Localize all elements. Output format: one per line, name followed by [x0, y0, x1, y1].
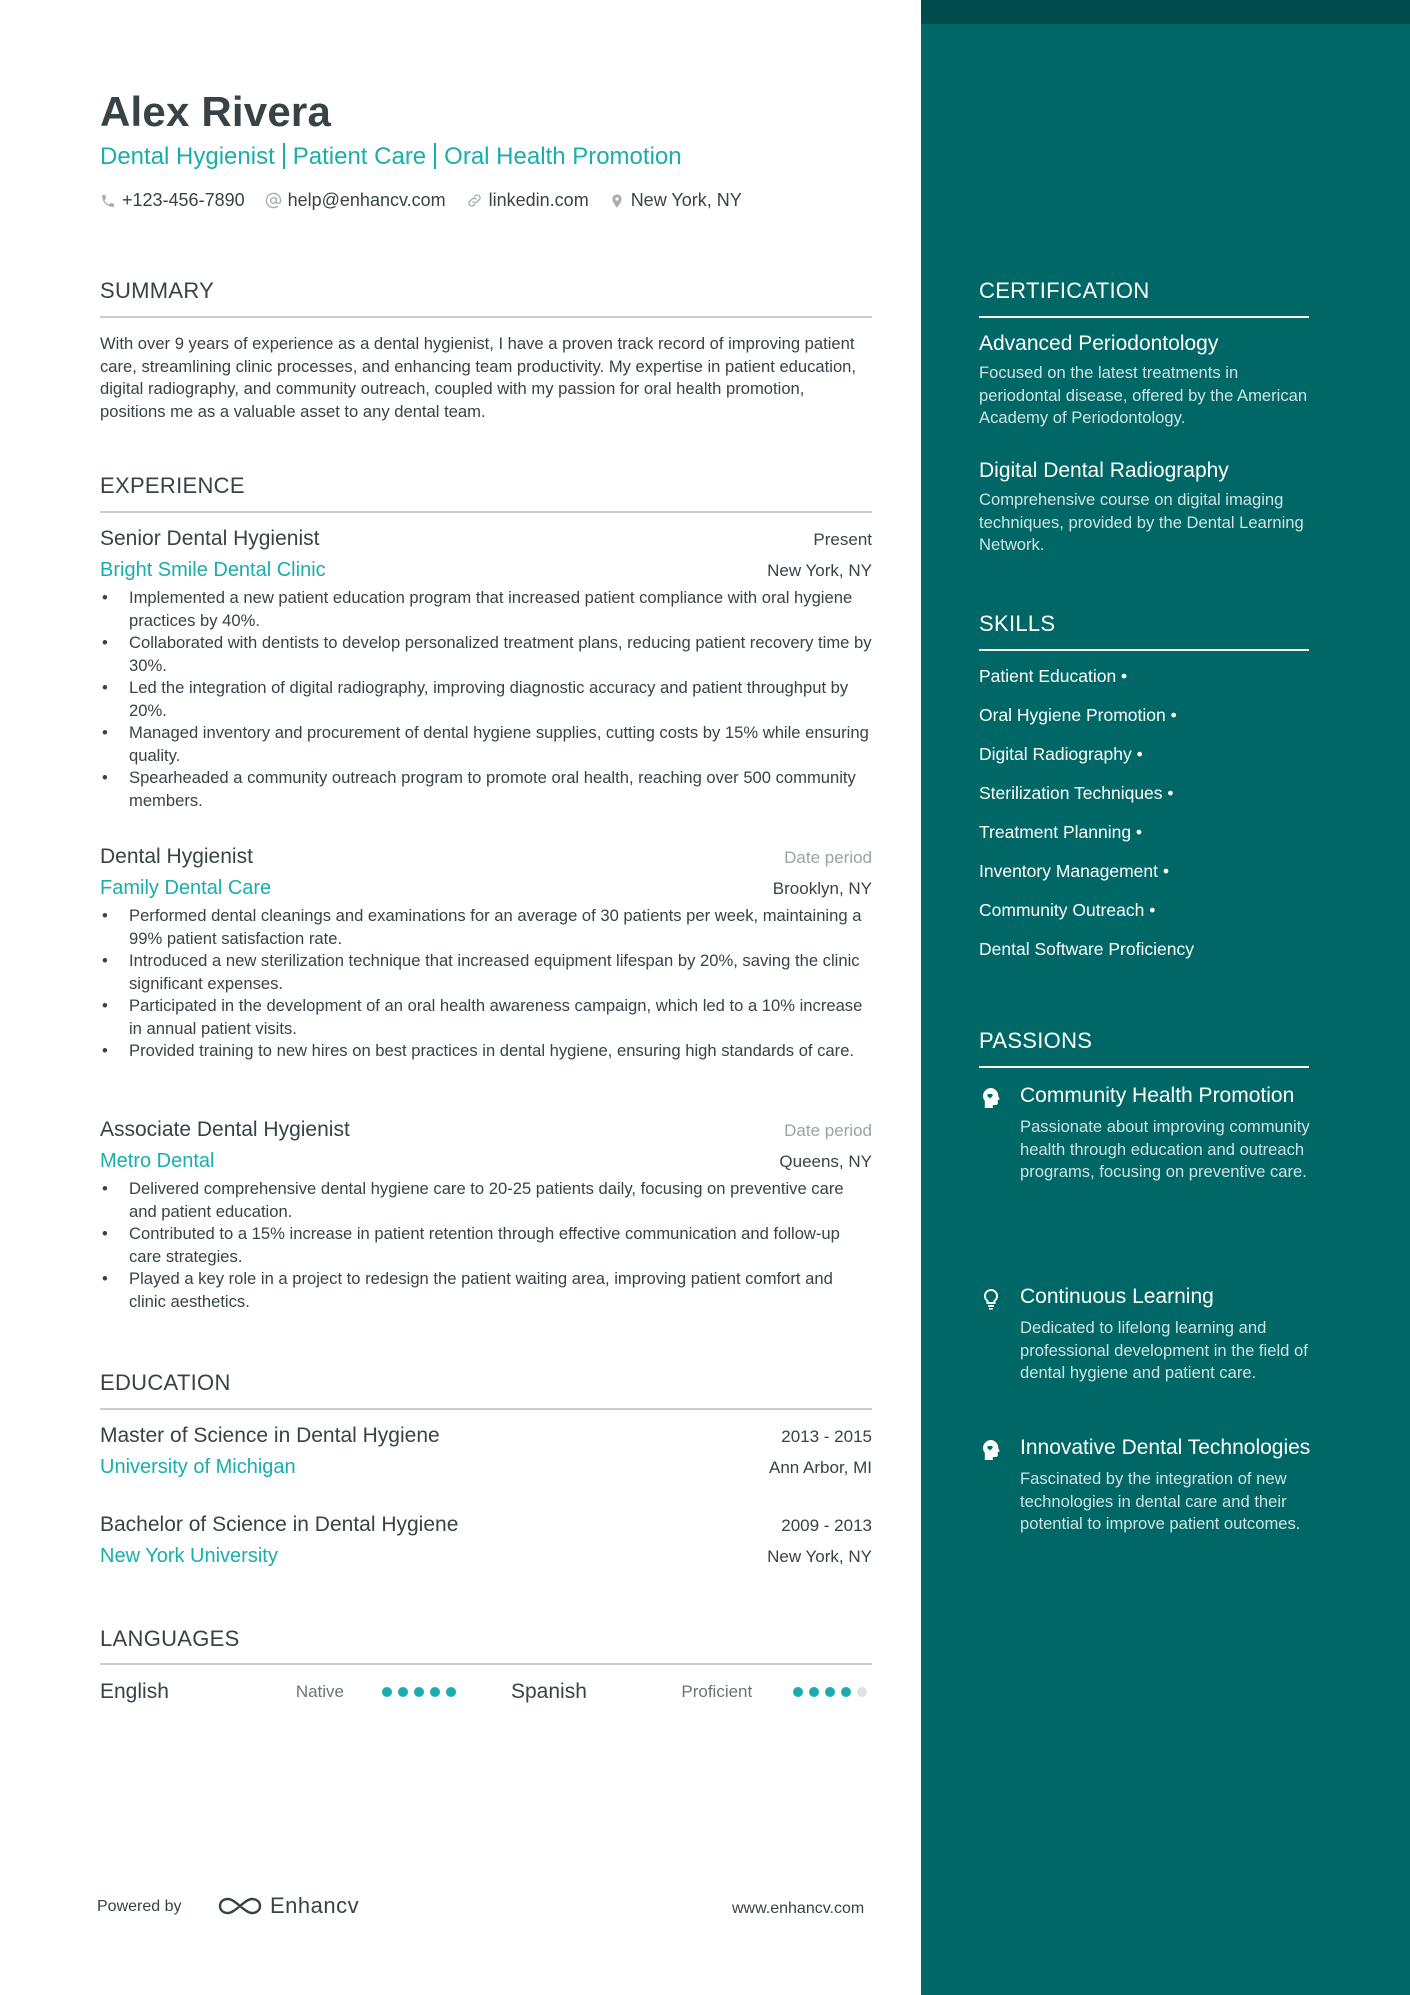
passion-title: Continuous Learning — [1020, 1285, 1214, 1308]
job-bullet: • Played a key role in a project to redesign the patient waiting area, improving patient comfort and clinic aesthetics. — [100, 1268, 872, 1313]
experience-entry — [100, 845, 872, 1063]
experience-entry — [100, 527, 872, 812]
certification-item — [979, 332, 1309, 430]
passion-title: Innovative Dental Technologies — [1020, 1436, 1311, 1459]
language-level: Proficient — [681, 1682, 753, 1701]
certification-desc: Focused on the latest treatments in periodontal disease, offered by the American Academy of Periodontology. — [979, 363, 1308, 427]
experience-divider — [100, 511, 872, 513]
job-bullet: • Managed inventory and procurement of dental hygiene supplies, cutting costs by 15% while ensuring quality. — [100, 722, 872, 767]
languages-heading: LANGUAGES — [100, 1626, 240, 1651]
sidebar-top-bar — [921, 0, 1410, 24]
skills-divider — [979, 649, 1309, 651]
passion-item — [979, 1283, 1319, 1385]
job-bullet: • Spearheaded a community outreach program to promote oral health, reaching over 500 community members. — [100, 767, 872, 812]
lightbulb-icon — [979, 1287, 1003, 1311]
rating-dot-empty — [857, 1687, 867, 1697]
phone-text: +123-456-7890 — [122, 190, 245, 210]
infinity-logo-icon — [216, 1894, 264, 1918]
education-dates: 2013 - 2015 — [781, 1427, 872, 1446]
language-name: Spanish — [511, 1680, 587, 1703]
rating-dot-filled — [382, 1687, 392, 1697]
passion-desc: Dedicated to lifelong learning and professional development in the field of dental hygiene and patient care. — [1020, 1318, 1308, 1382]
location-pin-icon — [609, 192, 625, 210]
location-text: New York, NY — [630, 190, 742, 210]
passion-item — [979, 1082, 1319, 1184]
passion-title: Community Health Promotion — [1020, 1084, 1295, 1107]
skill-item: Dental Software Proficiency — [979, 939, 1194, 959]
job-location: Queens, NY — [779, 1152, 872, 1171]
job-company[interactable]: Family Dental Care — [100, 877, 272, 899]
job-title: Senior Dental Hygienist — [100, 527, 320, 550]
rating-dot-filled — [841, 1687, 851, 1697]
passions-divider — [979, 1066, 1309, 1068]
skill-item: Sterilization Techniques • — [979, 783, 1174, 803]
job-bullet: • Introduced a new sterilization technique that increased equipment lifespan by 20%, saving the clinic significant expenses. — [100, 950, 872, 995]
contact-linkedin[interactable] — [466, 190, 589, 211]
certification-divider — [979, 316, 1309, 318]
contact-phone[interactable] — [100, 190, 245, 211]
headline-role: Dental Hygienist — [100, 143, 275, 170]
head-heart-icon — [979, 1438, 1003, 1462]
job-bullet: • Collaborated with dentists to develop personalized treatment plans, reducing patient recovery time by 30%. — [100, 632, 872, 677]
education-location: New York, NY — [767, 1547, 872, 1566]
email-text: help@enhancv.com — [287, 190, 446, 210]
language-rating — [382, 1687, 462, 1697]
experience-heading: EXPERIENCE — [100, 473, 245, 498]
job-title: Associate Dental Hygienist — [100, 1118, 350, 1141]
phone-icon — [100, 193, 116, 209]
job-bullet: • Participated in the development of an oral health awareness campaign, which led to a 10% increase in annual patient visits. — [100, 995, 872, 1040]
certification-item — [979, 459, 1309, 557]
job-bullet: • Performed dental cleanings and examinations for an average of 30 patients per week, maintaining a 99% patient satisfaction rate. — [100, 905, 872, 950]
job-date: Present — [813, 530, 872, 549]
passion-desc: Fascinated by the integration of new technologies in dental care and their potential to improve patient outcomes. — [1020, 1469, 1301, 1533]
job-location: New York, NY — [767, 561, 872, 580]
passions-heading: PASSIONS — [979, 1028, 1093, 1053]
enhancv-wordmark: Enhancv — [270, 1893, 360, 1918]
skill-item: Treatment Planning • — [979, 822, 1143, 842]
skill-item: Inventory Management • — [979, 861, 1169, 881]
linkedin-text: linkedin.com — [488, 190, 589, 210]
job-bullets — [100, 905, 872, 1063]
skill-item: Digital Radiography • — [979, 744, 1143, 764]
education-degree: Bachelor of Science in Dental Hygiene — [100, 1513, 459, 1536]
contact-location — [609, 190, 742, 211]
headline-separator — [283, 143, 285, 169]
education-school[interactable]: University of Michigan — [100, 1456, 296, 1478]
job-bullet: • Provided training to new hires on best practices in dental hygiene, ensuring high standards of care. — [100, 1040, 872, 1063]
job-bullet: • Led the integration of digital radiography, improving diagnostic accuracy and patient throughput by 20%. — [100, 677, 872, 722]
job-bullets — [100, 587, 872, 812]
language-rating — [793, 1687, 873, 1697]
rating-dot-filled — [793, 1687, 803, 1697]
certification-desc: Comprehensive course on digital imaging techniques, provided by the Dental Learning Network. — [979, 490, 1304, 554]
education-dates: 2009 - 2013 — [781, 1516, 872, 1535]
languages-divider — [100, 1663, 872, 1665]
contact-bar — [100, 190, 762, 211]
at-icon — [265, 192, 282, 209]
language-name: English — [100, 1680, 169, 1703]
skills-heading: SKILLS — [979, 611, 1056, 636]
powered-by-label: Powered by — [97, 1898, 182, 1915]
candidate-name: Alex Rivera — [100, 88, 332, 135]
headline-focus-2: Oral Health Promotion — [444, 143, 682, 170]
language-level: Native — [295, 1682, 345, 1701]
job-date: Date period — [784, 848, 872, 867]
skill-item: Oral Hygiene Promotion • — [979, 705, 1177, 725]
summary-text: With over 9 years of experience as a dental hygienist, I have a proven track record of improving patient care, streamlining clinic processes, and enhancing team productivity. My expertise in patient education, digital radiography, and community outreach, coupled with my passion for oral health promotion, positions me as a valuable asset to any dental team. — [100, 334, 857, 421]
skill-item: Patient Education • — [979, 666, 1128, 686]
certification-title: Digital Dental Radiography — [979, 459, 1229, 482]
education-divider — [100, 1408, 872, 1410]
language-item — [100, 1680, 462, 1704]
job-company[interactable]: Bright Smile Dental Clinic — [100, 559, 326, 581]
summary-divider — [100, 316, 872, 318]
job-date: Date period — [784, 1121, 872, 1140]
education-heading: EDUCATION — [100, 1370, 231, 1395]
head-heart-icon — [979, 1086, 1003, 1110]
contact-email[interactable] — [265, 190, 446, 211]
headline-focus-1: Patient Care — [292, 143, 427, 170]
certification-heading: CERTIFICATION — [979, 278, 1150, 303]
link-icon — [466, 192, 483, 209]
job-bullets — [100, 1178, 872, 1313]
rating-dot-filled — [430, 1687, 440, 1697]
rating-dot-filled — [414, 1687, 424, 1697]
education-entry — [100, 1513, 872, 1568]
rating-dot-filled — [809, 1687, 819, 1697]
skill-item: Community Outreach • — [979, 900, 1156, 920]
rating-dot-filled — [446, 1687, 456, 1697]
summary-heading: SUMMARY — [100, 278, 215, 303]
footer-url[interactable]: www.enhancv.com — [732, 1900, 865, 1917]
job-company[interactable]: Metro Dental — [100, 1150, 215, 1172]
education-school[interactable]: New York University — [100, 1545, 278, 1567]
passion-item — [979, 1434, 1319, 1536]
headline-separator — [434, 143, 436, 169]
education-entry — [100, 1424, 872, 1479]
headline — [100, 143, 682, 171]
language-item — [511, 1680, 873, 1704]
education-location: Ann Arbor, MI — [769, 1458, 872, 1477]
rating-dot-filled — [398, 1687, 408, 1697]
education-degree: Master of Science in Dental Hygiene — [100, 1424, 440, 1447]
job-bullet: • Implemented a new patient education program that increased patient compliance with oral hygiene practices by 40%. — [100, 587, 872, 632]
certification-title: Advanced Periodontology — [979, 332, 1219, 355]
passion-desc: Passionate about improving community health through education and outreach programs, focusing on preventive care. — [1020, 1117, 1310, 1181]
enhancv-logo[interactable] — [216, 1893, 359, 1919]
job-bullet: • Contributed to a 15% increase in patient retention through effective communication and follow-up care strategies. — [100, 1223, 872, 1268]
rating-dot-filled — [825, 1687, 835, 1697]
job-title: Dental Hygienist — [100, 845, 253, 868]
experience-entry — [100, 1118, 872, 1313]
job-bullet: • Delivered comprehensive dental hygiene care to 20-25 patients daily, focusing on preventive care and patient education. — [100, 1178, 872, 1223]
job-location: Brooklyn, NY — [772, 879, 872, 898]
